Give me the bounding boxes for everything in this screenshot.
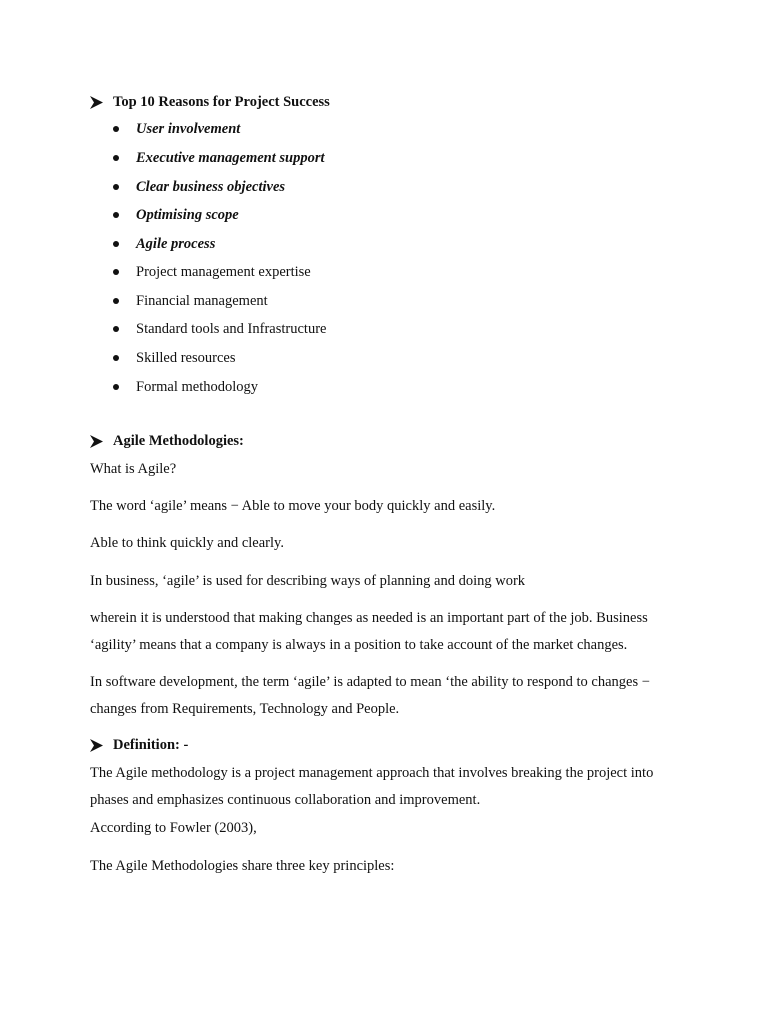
- list-item-text: Agile process: [136, 236, 216, 252]
- list-item-text: Project management expertise: [136, 264, 311, 280]
- round-bullet-icon: [113, 269, 119, 275]
- list-item-text: Executive management support: [136, 150, 325, 166]
- round-bullet-icon: [113, 241, 119, 247]
- round-bullet-icon: [113, 155, 119, 161]
- list-item-text: Formal methodology: [136, 379, 259, 395]
- list-item: [113, 178, 285, 196]
- paragraph: The word ‘agile’ means − Able to move your body quickly and easily.: [90, 498, 496, 514]
- round-bullet-icon: [113, 298, 119, 304]
- paragraph-line: wherein it is understood that making changes as needed is an important part of the job. Business: [90, 610, 648, 626]
- paragraph: Able to think quickly and clearly.: [90, 535, 284, 551]
- paragraph-line: phases and emphasizes continuous collaboration and improvement.: [90, 792, 481, 808]
- paragraph-line: ‘agility’ means that a company is always in a position to take account of the market changes.: [90, 637, 628, 653]
- list-item: [113, 349, 235, 367]
- list-item: [113, 149, 325, 167]
- round-bullet-icon: [113, 384, 119, 390]
- list-item: [113, 206, 239, 224]
- section-heading-definition: [90, 736, 188, 754]
- list-item-text: Optimising scope: [136, 207, 239, 223]
- paragraph-line: In software development, the term ‘agile’ is adapted to mean ‘the ability to respond to changes −: [90, 674, 650, 690]
- round-bullet-icon: [113, 184, 119, 190]
- paragraph-question: What is Agile?: [90, 461, 177, 477]
- paragraph-line: changes from Requirements, Technology and People.: [90, 701, 400, 717]
- list-item: [113, 292, 268, 310]
- paragraph: The Agile Methodologies share three key principles:: [90, 858, 395, 874]
- list-item: [113, 120, 240, 138]
- heading-text: Top 10 Reasons for Project Success: [113, 94, 330, 110]
- heading-text: Agile Methodologies:: [113, 433, 244, 449]
- section-heading-project-success: [90, 93, 330, 111]
- paragraph: In business, ‘agile’ is used for describing ways of planning and doing work: [90, 573, 526, 589]
- arrowhead-bullet-icon: [90, 736, 113, 754]
- list-item-text: Skilled resources: [136, 350, 236, 366]
- round-bullet-icon: [113, 126, 119, 132]
- list-item: [113, 320, 326, 338]
- list-item-text: Financial management: [136, 293, 268, 309]
- heading-text: Definition: -: [113, 737, 189, 753]
- paragraph: According to Fowler (2003),: [90, 820, 257, 836]
- round-bullet-icon: [113, 212, 119, 218]
- list-item: [113, 263, 311, 281]
- arrowhead-bullet-icon: [90, 93, 113, 111]
- list-item-text: Clear business objectives: [136, 179, 286, 195]
- list-item: [113, 378, 258, 396]
- paragraph-line: The Agile methodology is a project management approach that involves breaking the project into: [90, 765, 654, 781]
- arrowhead-bullet-icon: [90, 432, 113, 450]
- round-bullet-icon: [113, 326, 119, 332]
- round-bullet-icon: [113, 355, 119, 361]
- list-item-text: User involvement: [136, 121, 241, 137]
- list-item: [113, 235, 215, 253]
- list-item-text: Standard tools and Infrastructure: [136, 321, 327, 337]
- section-heading-agile-methodologies: [90, 432, 244, 450]
